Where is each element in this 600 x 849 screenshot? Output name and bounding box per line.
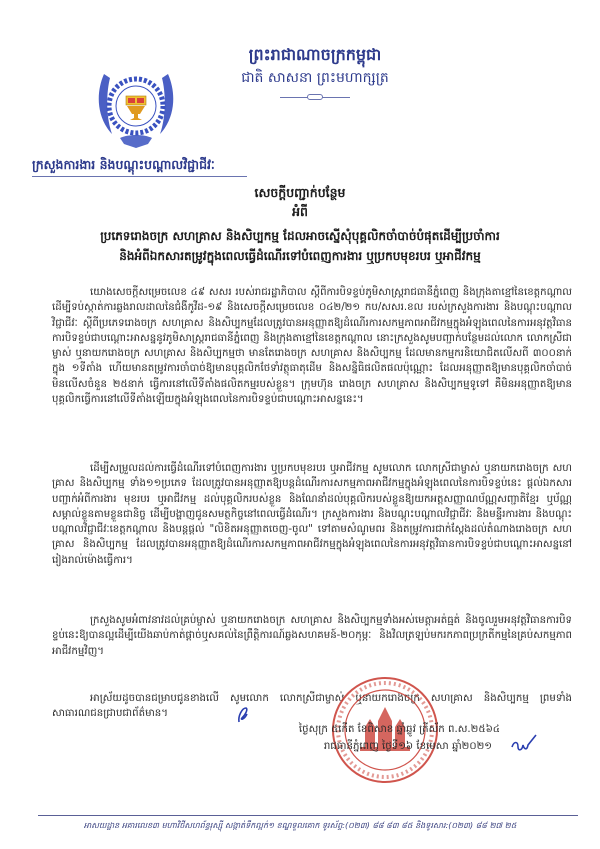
subject-line-2: និងអំពីឯកសារតម្រូវក្នុងពេលធ្វើដំណើរទៅបំពេញការងារ ឬប្រកបមុខរបរ ឬអាជីវកម្ម: [119, 249, 481, 263]
ornament-divider: [280, 94, 350, 100]
kingdom-header: [215, 44, 415, 100]
national-motto: ជាតិ សាសនា ព្រះមហាក្សត្រ: [241, 70, 389, 86]
paragraph-4: អាស្រ័យដូចបានជម្រាបជូនខាងលើ សូមលោក លោកស្រីជាម្ចាស់ ឬនាយករោងចក្រ សហគ្រាស និងសិប្បកម្ម ព្រមទាំងសាធារណជនជ្រាបជាព័ត៌មាន។: [52, 693, 572, 720]
ministry-name: ក្រសួងការងារ និងបណ្តុះបណ្តាលវិជ្ជាជីវៈ: [32, 157, 215, 172]
footer-divider: [38, 815, 578, 816]
document-title: សេចក្តីបញ្ជាក់បន្ថែម: [254, 185, 346, 200]
subject-line-1: ប្រភេទរោងចក្រ សហគ្រាស និងសិប្បកម្ម ដែលអាចស្នើសុំបុគ្គលិកចាំបាច់បំផុតដើម្បីប្រចាំការ: [100, 229, 500, 243]
ministry-logo-icon: [90, 62, 182, 154]
lunar-date: ថ្ងៃសុក្រ ៥កើត ខែពិសាខ ឆ្នាំឆ្លូវ ត្រីស័ក ព.ស.២៥៦៤: [298, 724, 500, 735]
ministry-underline: [32, 176, 247, 177]
paragraph-3: ក្រសួងសូមអំពាវនាវដល់គ្រប់ម្ចាស់ ឬនាយករោងចក្រ សហគ្រាស និងសិប្បកម្មទាំងអស់មេត្តាអត់ធ្មត់ និងចូលរួមអនុវត្តវិធានការបិទខ្ទប់នេះឱ្យបានល្អដើម្បីយើងឆាប់កាត់ផ្តាច់ឬសគល់នៃព្រឹត្តិការណ៍ឆ្លងសហគមន៍-២០កុម្ភៈ និងវិលត្រឡប់មករកភាពប្រក្រតីកម្មនៃគ្រប់សកម្មភាពអាជីវកម្មវិញ។: [52, 615, 572, 657]
solar-date: រាជធានីភ្នំពេញ ថ្ងៃទី១៦ ខែមេសា ឆ្នាំ២០២១: [323, 741, 492, 752]
footer-address: អាសយដ្ឋាន អគារលេខ៣ មហាវិថីសហព័ន្ធរុស្ស៊ី សង្កាត់ទឹកល្អក់១ ខណ្ឌទួលគោក ទូរស័ព្ទ:(០២៣) ៨៨ ៨៣ ៨៥ និងទូរសារ:(០២៣) ៨៨ ២៧ ២៥: [83, 821, 517, 830]
kingdom-title: ព្រះរាជាណាចក្រកម្ពុជា: [248, 45, 382, 64]
title-about: អំពី: [292, 204, 308, 219]
signature-icon: [510, 733, 538, 755]
paragraph-1: យោងសេចក្តីសម្រេចលេខ ៤៩ សសរ របស់រាជរដ្ឋាភិបាល ស្តីពីការបិទខ្ទប់ភូមិសាស្ត្ររាជធានីភ្នំពេញ និងក្រុងតាខ្មៅនៃខេត្តកណ្តាលដើម្បីទប់ស្កាត់ការឆ្លងរាលដាលនៃជំងឺកូវីដ-១៩ និងសេចក្តីសម្រេចលេខ ០៤២/២១ កប/សសរ.ខល របស់ក្រសួងការងារ និងបណ្តុះបណ្តាលវិជ្ជាជីវៈ ស្តីពីប្រភេទរោងចក្រ សហគ្រាស និងសិប្បកម្មដែលត្រូវបានអនុញ្ញាតឱ្យដំណើរការសកម្មភាពអាជីវកម្មក្នុងអំឡុងពេលនៃការអនុវត្តវិធានការបិទខ្ទប់ជាបណ្តោះអាសន្ននូវភូមិសាស្ត្ររាជធានីភ្នំពេញ និងក្រុងតាខ្មៅនៃខេត្តកណ្តាល នោះក្រសួងសូមបញ្ជាក់បន្ថែមដល់លោក លោកស្រីជាម្ចាស់ ឬនាយករោងចក្រ សហគ្រាស និងសិប្បកម្មថា មានតែរោងចក្រ សហគ្រាស និងសិប្បកម្ម ដែលមានកម្មករនិយោជិតលើសពី ៣០០នាក់ ក្នុង ១ទីតាំង ហើយមានតម្រូវការចាំបាច់ឱ្យមានបុគ្គលិកថែទាំវត្ថុធាតុដើម និងសន្និធិផលិតផលប៉ុណ្ណោះ ដែលអនុញ្ញាតឱ្យមានបុគ្គលិកចាំបាច់មិនលើសចំនួន ២៥នាក់ ធ្វើការនៅលើទីតាំងផលិតកម្មរបស់ខ្លួន។ ក្រុមហ៊ុន រោងចក្រ សហគ្រាស និងសិប្បកម្មទូទៅ គឺមិនអនុញ្ញាតឱ្យមានបុគ្គលិកធ្វើការនៅលើទីតាំងឡើយក្នុងអំឡុងពេលនៃការបិទខ្ទប់ជាបណ្តោះអាសន្ននេះ។: [52, 287, 572, 406]
paragraph-2: ដើម្បីសម្រួលដល់ការធ្វើដំណើរទៅបំពេញការងារ ឬប្រកបមុខរបរ ឬអាជីវកម្ម សូមលោក លោកស្រីជាម្ចាស់ ឬនាយករោងចក្រ សហគ្រាស និងសិប្បកម្ម ទាំង១១ប្រភេទ ដែលត្រូវបានអនុញ្ញាតឱ្យបន្តដំណើរការសកម្មភាពអាជីវកម្មក្នុងអំឡុងពេលនៃការបិទខ្ទប់នេះ ផ្តល់ឯកសារបញ្ជាក់អំពីការងារ មុខរបរ ឬអាជីវកម្ម ដល់បុគ្គលិករបស់ខ្លួន និងណែនាំដល់បុគ្គលិករបស់ខ្លួនឱ្យយកអត្តសញ្ញាណប័ណ្ណសញ្ជាតិខ្មែរ ឬប័ណ្ណសម្គាល់ខ្លួនតាមខ្លួនជានិច្ច ដើម្បីបង្ហាញជូនសមត្ថកិច្ចនៅពេលធ្វើដំណើរ។ ក្រសួងការងារ និងបណ្តុះបណ្តាលវិជ្ជាជីវៈ និងមន្ទីរការងារ និងបណ្តុះបណ្តាលវិជ្ជាជីវៈខេត្តកណ្តាល និងបន្តផ្តល់ "លិខិតអនុញ្ញាតចេញ-ចូល" ទៅតាមសំណូមពរ និងតម្រូវការជាក់ស្តែងដល់តំណាងរោងចក្រ សហគ្រាស និងសិប្បកម្ម ដែលត្រូវបានអនុញ្ញាតឱ្យដំណើរការសកម្មភាពអាជីវកម្មក្នុងអំឡុងពេលនៃការអនុវត្តវិធានការបិទខ្ទប់ជាបណ្តោះអាសន្ននៅរៀងរាល់ម៉ោងធ្វើការ។: [52, 463, 572, 566]
